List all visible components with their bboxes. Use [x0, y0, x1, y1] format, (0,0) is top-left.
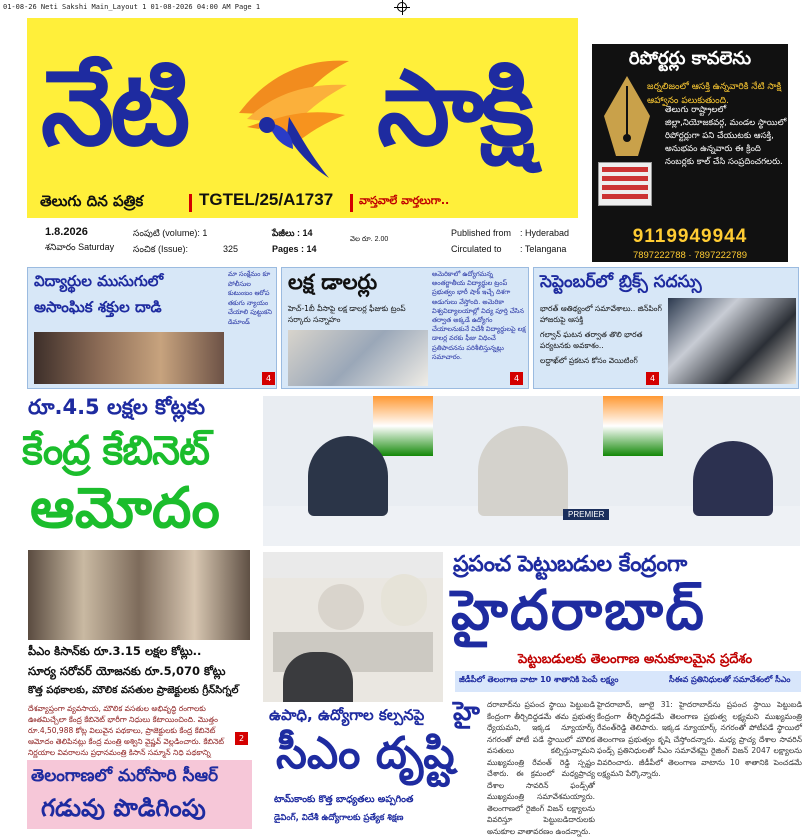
person-minister	[381, 574, 427, 626]
cabinet-story-headline-2: ఆమోదం	[30, 476, 220, 541]
chief-minister	[478, 426, 568, 516]
cm-meeting-photo	[263, 396, 800, 546]
reporters-wanted-ad	[592, 44, 788, 262]
teaser-1-headline-1: విద్యార్థుల ముసుగులో	[34, 272, 164, 290]
masthead	[27, 18, 578, 218]
cm-story-bullet-2: డైవింగ్, విదేశీ ఉద్యోగాలకు ప్రత్యేక శిక్షణ	[274, 813, 404, 823]
brics-leaders-collage	[668, 298, 796, 384]
masthead-title-left: నేటి	[41, 46, 187, 169]
published-label: Published from	[451, 228, 512, 238]
ad-line-1: జర్నలిజంలో ఆసక్తి ఉన్నవారికి నేటి సాక్షి ఆహ్వానం పలుకుతుంది.	[647, 82, 782, 106]
masthead-tagline: తెలుగు దిన పత్రిక	[40, 192, 144, 210]
flag-left	[373, 396, 433, 456]
circulated-label: Circulated to	[451, 244, 502, 254]
cabinet-story-body: దేశవ్యాప్తంగా వ్యవసాయ, మౌలిక వసతుల అభివృద్ధి రంగాలకు ఊతమిచ్చేలా కేంద్ర కేబినెట్ భారీగా నిధులు కేటాయించింది. మొత్తం రూ.4,50,988 కోట్ల విలువైన పథకాలు, ప్రాజెక్టులకు కేంద్ర కేబినెట్ ఆమోదం తెలిపినట్లు కేంద్ర మంత్రి అశ్విని వైష్ణవ్ వెల్లడించారు. కేబినెట్ నిర్ణయాల వివరాలను ప్రధానమంత్రి కిసాన్ సమ్మాన్ నిధి పథకాన్ని	[28, 704, 225, 757]
person-foreground	[283, 652, 353, 702]
teaser-panel-2[interactable]	[281, 267, 529, 389]
hyderabad-story-col-2: హైదరాబాద్, జూలై 31: హైదరాబాద్‌ను ప్రపంచ స్థాయి పెట్టుబడి కేంద్రంగా తీర్చిదిద్దడమే తెలంగాణ ప్రభుత్వ లక్ష్యమని ముఖ్యమంత్రి రేవంత్‌రెడ్డి తెలిపారు. ఇక్కడ న్యూయార్క్ నగరంతో పోటీపడే స్థాయిలో తెలంగాణ ప్రభుత్వం కృషి చేస్తోందన్నారు. మధ్య ప్రాచ్య దేశాల సావరిన్ ఫండ్స్ ప్రతినిధులతో సీఎం సమావేశమై రైజింగ్ విజన్ 2047 లక్ష్యాలను వివరించారు. జీడీపీలో తెలంగాణ వాటాను 10 శాతానికి పెంచడమే లక్ష్యమని పేర్కొన్నారు.	[597, 700, 802, 778]
highlight-2: సీఈవ ప్రతినిధులతో సమావేశంలో సీఎం	[669, 675, 791, 684]
cabinet-bullet-3: కొత్త పథకాలకు, మౌలిక వసతుల ప్రాజెక్టులకు గ్రీన్‌సిగ్నల్	[28, 685, 239, 696]
pages-te: పేజీలు : 14	[272, 228, 313, 238]
issue-date: 1.8.2026	[45, 226, 88, 238]
issue-number: 325	[223, 244, 239, 254]
ad-line-2: తెలుగు రాష్ట్రాలలో జిల్లా,నియోజకవర్గ, మండల స్థాయిలో రిపోర్టర్లుగా పని చేయుటకు ఆసక్తి, అనుభవం ఉన్నవారు ఈ క్రింది నంబర్లకు కాల్ చేసి సంప్రదించగలరు.	[665, 105, 787, 167]
teaser-2-page-number: 4	[510, 372, 523, 385]
hyderabad-story-headline: హైదరాబాద్	[451, 578, 706, 642]
masthead-title-right: సాక్షి	[377, 46, 531, 169]
cr-box-headline-1: తెలంగాణలో మరోసారి సీఆర్	[31, 766, 219, 786]
teaser-2-headline: లక్ష డాలర్లు	[288, 270, 378, 294]
pages-en: Pages : 14	[272, 244, 317, 254]
highlight-1: జీడీపీలో తెలంగాణ వాటా 10 శాతానికి పెంపే లక్ష్యం	[459, 675, 619, 684]
ad-title: రిపోర్టర్లు కావలెను	[628, 48, 752, 69]
cm-review-photo	[263, 552, 443, 702]
ad-phone-main[interactable]: 9119949944	[632, 226, 748, 247]
hyderabad-story-subhead: పెట్టుబడులకు తెలంగాణ అనుకూలమైన ప్రదేశం	[518, 652, 753, 667]
nameplate: PREMIER	[563, 509, 609, 520]
cabinet-bullet-1: పీఎం కిసాన్‌కు రూ.3.15 లక్షల కోట్లు..	[28, 644, 202, 658]
cm-story-headline: సీఎం దృష్టి	[276, 728, 455, 779]
official-right	[693, 441, 773, 516]
hyderabad-story-highlights	[455, 671, 801, 692]
teaser-1-page-number: 4	[262, 372, 275, 385]
divider	[189, 194, 192, 212]
cabinet-story-kicker: రూ.4.5 లక్షల కోట్లకు	[28, 395, 206, 419]
issue-info-bar	[27, 224, 589, 258]
teaser-3-headline: సెప్టెంబర్‌లో బ్రిక్స్ సదస్సు	[540, 272, 702, 292]
cabinet-bullet-2: సూర్య సరోవర్ యోజనకు రూ.5,070 కోట్లు	[28, 664, 226, 678]
visa-photo	[288, 330, 428, 386]
teaser-3-bullet-3: లద్దాఖ్‌లో ప్రకటన కోసం వెయిటింగ్	[540, 356, 638, 365]
teaser-3-bullet-1: భారత్ ఆతిథ్యంలో సమావేశాలు.. జిన్‌పింగ్ హాజరుపై ఆసక్తి	[540, 304, 662, 324]
cabinet-story-headline: కేంద్ర కేబినెట్	[22, 428, 210, 474]
hyderabad-story-col-1: దరాబాద్‌ను ప్రపంచ స్థాయి పెట్టుబడి కేంద్రంగా తీర్చిదిద్దడమే తమ ప్రభుత్వ ధ్యేయమని, ఇక్కడ న్యూయార్క్ నగరంతో పోటీ పడే స్థాయిలో మౌలిక వసతులు కల్పిస్తున్నామని ముఖ్యమంత్రి రేవంత్ రెడ్డి స్పష్టం చేశారు. ఈ క్రమంలో మధ్యప్రాచ్య దేశాల సావరిన్ ఫండ్స్‌తో ముఖ్యమంత్రి సమావేశమయ్యారు. తెలంగాణలో రైజింగ్ విజన్ లక్ష్యాలను వివరిస్తూ పెట్టుబడిదారులకు అనుకూల వాతావరణం ఉందన్నారు.	[487, 700, 595, 836]
registration-number: TGTEL/25/A1737	[199, 190, 334, 209]
newspaper-thumbnail	[598, 162, 652, 206]
cr-box-headline-2: గడువు పొడిగింపు	[41, 794, 206, 822]
cm-story-bullet-1: టామ్‌కాంకు కొత్త బాధ్యతలు అప్పగింత	[274, 794, 414, 805]
divider	[350, 194, 353, 212]
teaser-2-text: హెచ్-1బీ వీసాపై లక్ష డాలర్ల ఫీజుకు ట్రంప్ సర్కారు సన్నాహం	[288, 304, 406, 324]
issue-label: సంచిక (Issue):	[133, 244, 188, 254]
teaser-1-headline-2: అసాంఘిక శక్తుల దాడి	[34, 298, 162, 316]
cabinet-meeting-photo	[28, 550, 250, 640]
official-left	[308, 436, 388, 516]
bird-logo-icon	[229, 53, 354, 183]
cabinet-story-page-number: 2	[235, 732, 248, 745]
masthead-slogan: వాస్తవాలే వార్తలుగా..	[359, 194, 450, 207]
published-value: : Hyderabad	[520, 228, 570, 238]
person-cm	[318, 584, 364, 630]
photo-background	[263, 552, 443, 578]
volume-label: సంపుటి (volume): 1	[133, 228, 208, 238]
teaser-3-bullet-2: గల్వాన్ ఘటన తర్వాత తొలి భారత పర్యటనకు అవకాశం..	[540, 330, 643, 350]
ad-phone-alt[interactable]: 7897222788 · 7897222789	[632, 250, 748, 261]
price: వెల రూ. 2.00	[350, 236, 389, 243]
hyderabad-story-kicker: ప్రపంచ పెట్టుబడుల కేంద్రంగా	[453, 552, 687, 577]
teaser-1-photo	[34, 332, 224, 384]
cr-extension-box[interactable]	[27, 760, 252, 829]
drop-cap: హై	[453, 697, 480, 727]
teaser-3-page-number: 4	[646, 372, 659, 385]
issue-day: శనివారం Saturday	[45, 242, 115, 252]
teaser-2-side-text: అమెరికాలో ఉద్యోగమన్న అంతర్జాతీయ విద్యార్థుల ట్రంప్ ప్రభుత్వం భారీ షాక్ ఇచ్చే దిశగా అడుగులు వేస్తోంది. అమెరికా విశ్వవిద్యాలయాల్లో విద్య పూర్తి చేసిన తర్వాత అక్కడే ఉద్యోగం చేయాలనుకునే విదేశీ విద్యార్థులపై లక్ష డాలర్ల వరకు ఫీజు విధించే ప్రతిపాదనను పరిశీలిస్తున్నట్లు సమాచారం.	[432, 270, 526, 361]
print-slug: 01-08-26 Neti Sakshi Main_Layout 1 01-08-2026 04:00 AM Page 1	[3, 3, 261, 11]
teaser-panel-3[interactable]	[533, 267, 799, 389]
cm-story-kicker: ఉపాధి, ఉద్యోగాల కల్పనపై	[269, 706, 425, 724]
circulated-value: : Telangana	[520, 244, 567, 254]
registration-mark-icon	[397, 2, 407, 12]
teaser-1-side-text: మా సంక్షేమం కూ పోలీసుల కుటుంబం ఆరోప తకుగు న్యాయం చేయాలి పుట్టుకని డిమాండ్	[228, 270, 272, 326]
teaser-panel-1[interactable]	[27, 267, 277, 389]
flag-right	[603, 396, 663, 456]
